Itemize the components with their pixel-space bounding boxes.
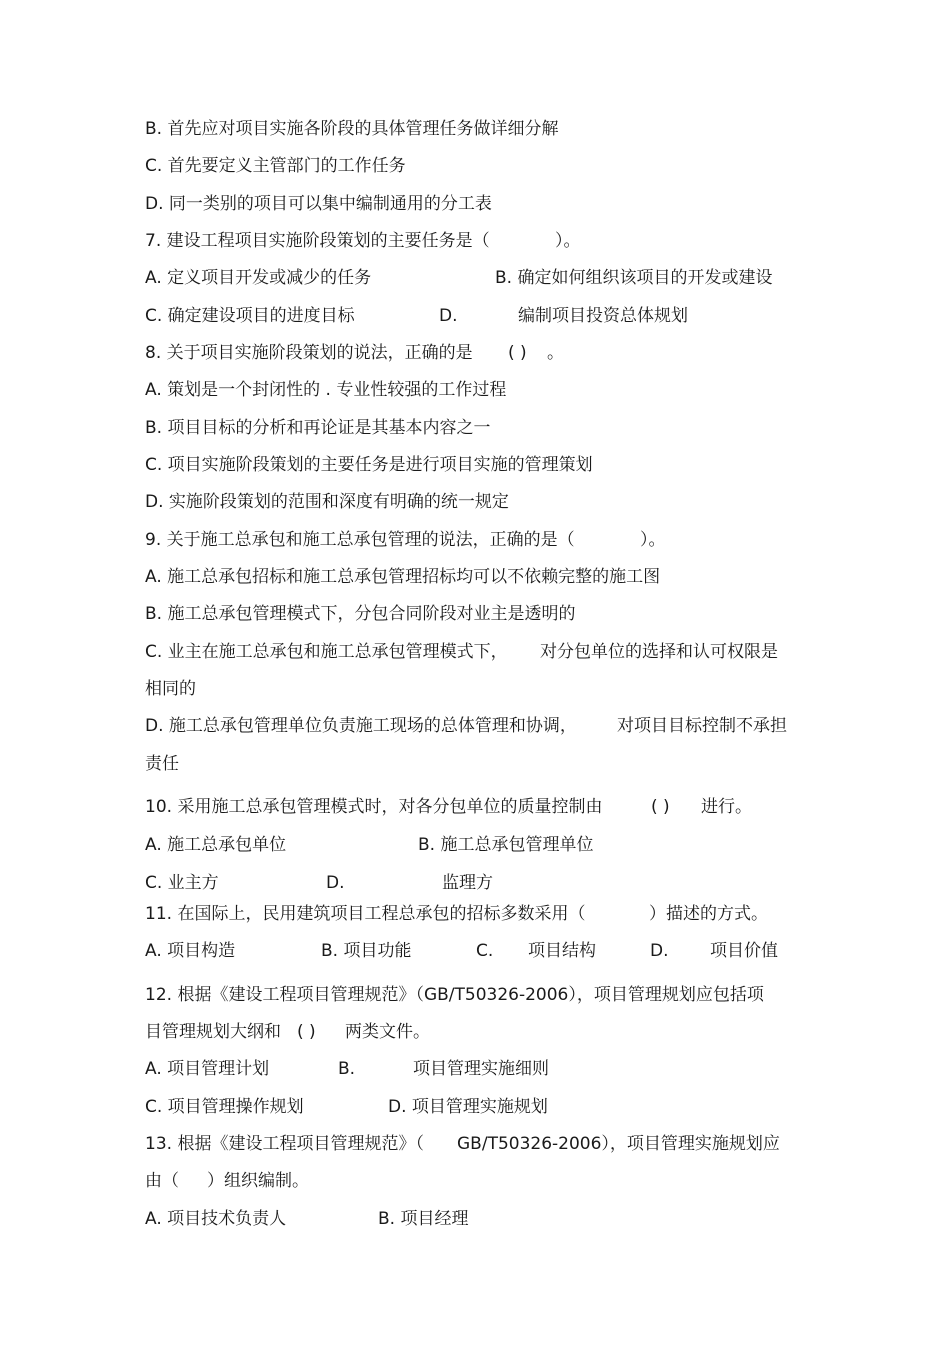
option-a: A. 项目构造 xyxy=(145,941,236,961)
option-c: C. 业主方 xyxy=(145,873,219,893)
question-text-end: 两类文件。 xyxy=(345,1022,430,1042)
option-d: D. 实施阶段策划的范围和深度有明确的统一规定 xyxy=(145,492,509,512)
option-d: D. 施工总承包管理单位负责施工现场的总体管理和协调， xyxy=(145,716,577,736)
question-text: 13. 根据《建设工程项目管理规范》（ xyxy=(145,1134,424,1154)
option-a: A. 施工总承包单位 xyxy=(145,835,287,855)
option-b: B. 施工总承包管理单位 xyxy=(418,835,594,855)
option-a: A. 策划是一个封闭性的 . 专业性较强的工作过程 xyxy=(145,380,507,400)
option-a: A. 项目管理计划 xyxy=(145,1059,270,1079)
option-c-letter: C. xyxy=(476,941,494,961)
option-d-text: 编制项目投资总体规划 xyxy=(518,306,688,326)
option-c: C. 业主在施工总承包和施工总承包管理模式下， xyxy=(145,642,508,662)
question-text: 10. 采用施工总承包管理模式时，对各分包单位的质量控制由 xyxy=(145,797,603,817)
option-d-cont: 对项目目标控制不承担 xyxy=(617,716,787,736)
question-text-end: 进行。 xyxy=(701,797,752,817)
option-d-letter: D. xyxy=(439,306,458,326)
option-d: D. 同一类别的项目可以集中编制通用的分工表 xyxy=(145,194,492,214)
option-c: C. 项目实施阶段策划的主要任务是进行项目实施的管理策划 xyxy=(145,455,593,475)
option-b: B. 项目经理 xyxy=(378,1209,469,1229)
option-b-letter: B. xyxy=(338,1059,356,1079)
question-text: 7. 建设工程项目实施阶段策划的主要任务是（ xyxy=(145,231,490,251)
option-b: B. 施工总承包管理模式下，分包合同阶段对业主是透明的 xyxy=(145,604,576,624)
option-d-letter: D. xyxy=(326,873,345,893)
question-text-end: 。 xyxy=(547,343,564,363)
option-d: D. 项目管理实施规划 xyxy=(388,1097,548,1117)
option-b-text: 项目管理实施细则 xyxy=(413,1059,549,1079)
option-b: B. 首先应对项目实施各阶段的具体管理任务做详细分解 xyxy=(145,119,559,139)
question-text-end: ）组织编制。 xyxy=(207,1171,309,1191)
question-text-wrap: 目管理规划大纲和 xyxy=(145,1022,281,1042)
option-b: B. 确定如何组织该项目的开发或建设 xyxy=(495,268,773,288)
option-a: A. 项目技术负责人 xyxy=(145,1209,287,1229)
option-c-wrap: 相同的 xyxy=(145,679,196,699)
option-c: C. 确定建设项目的进度目标 xyxy=(145,306,355,326)
option-d-text: 项目价值 xyxy=(710,941,778,961)
answer-blank: ( ) xyxy=(651,797,670,817)
question-text: 11. 在国际上，民用建筑项目工程总承包的招标多数采用（ xyxy=(145,904,586,924)
option-a: A. 施工总承包招标和施工总承包管理招标均可以不依赖完整的施工图 xyxy=(145,567,661,587)
option-d-letter: D. xyxy=(650,941,669,961)
option-b: B. 项目功能 xyxy=(321,941,412,961)
question-text: 12. 根据《建设工程项目管理规范》（GB∕T50326-2006），项目管理规划应包括项 xyxy=(145,985,764,1005)
question-text-wrap: 由（ xyxy=(145,1171,179,1191)
option-d-text: 监理方 xyxy=(442,873,493,893)
option-c-text: 项目结构 xyxy=(528,941,596,961)
answer-blank: ( ) xyxy=(508,343,527,363)
option-c-cont: 对分包单位的选择和认可权限是 xyxy=(540,642,778,662)
option-c: C. 项目管理操作规划 xyxy=(145,1097,304,1117)
question-text-cont: GB/T50326-2006），项目管理实施规划应 xyxy=(457,1134,780,1154)
question-text-end: ）描述的方式。 xyxy=(649,904,768,924)
option-c: C. 首先要定义主管部门的工作任务 xyxy=(145,156,406,176)
option-a: A. 定义项目开发或减少的任务 xyxy=(145,268,372,288)
question-text-end: ）。 xyxy=(555,231,581,251)
question-text-end: ）。 xyxy=(640,530,666,550)
answer-blank: ( ) xyxy=(297,1022,316,1042)
option-d-wrap: 责任 xyxy=(145,754,179,774)
option-b: B. 项目目标的分析和再论证是其基本内容之一 xyxy=(145,418,491,438)
question-text: 8. 关于项目实施阶段策划的说法，正确的是 xyxy=(145,343,473,363)
question-text: 9. 关于施工总承包和施工总承包管理的说法，正确的是（ xyxy=(145,530,575,550)
